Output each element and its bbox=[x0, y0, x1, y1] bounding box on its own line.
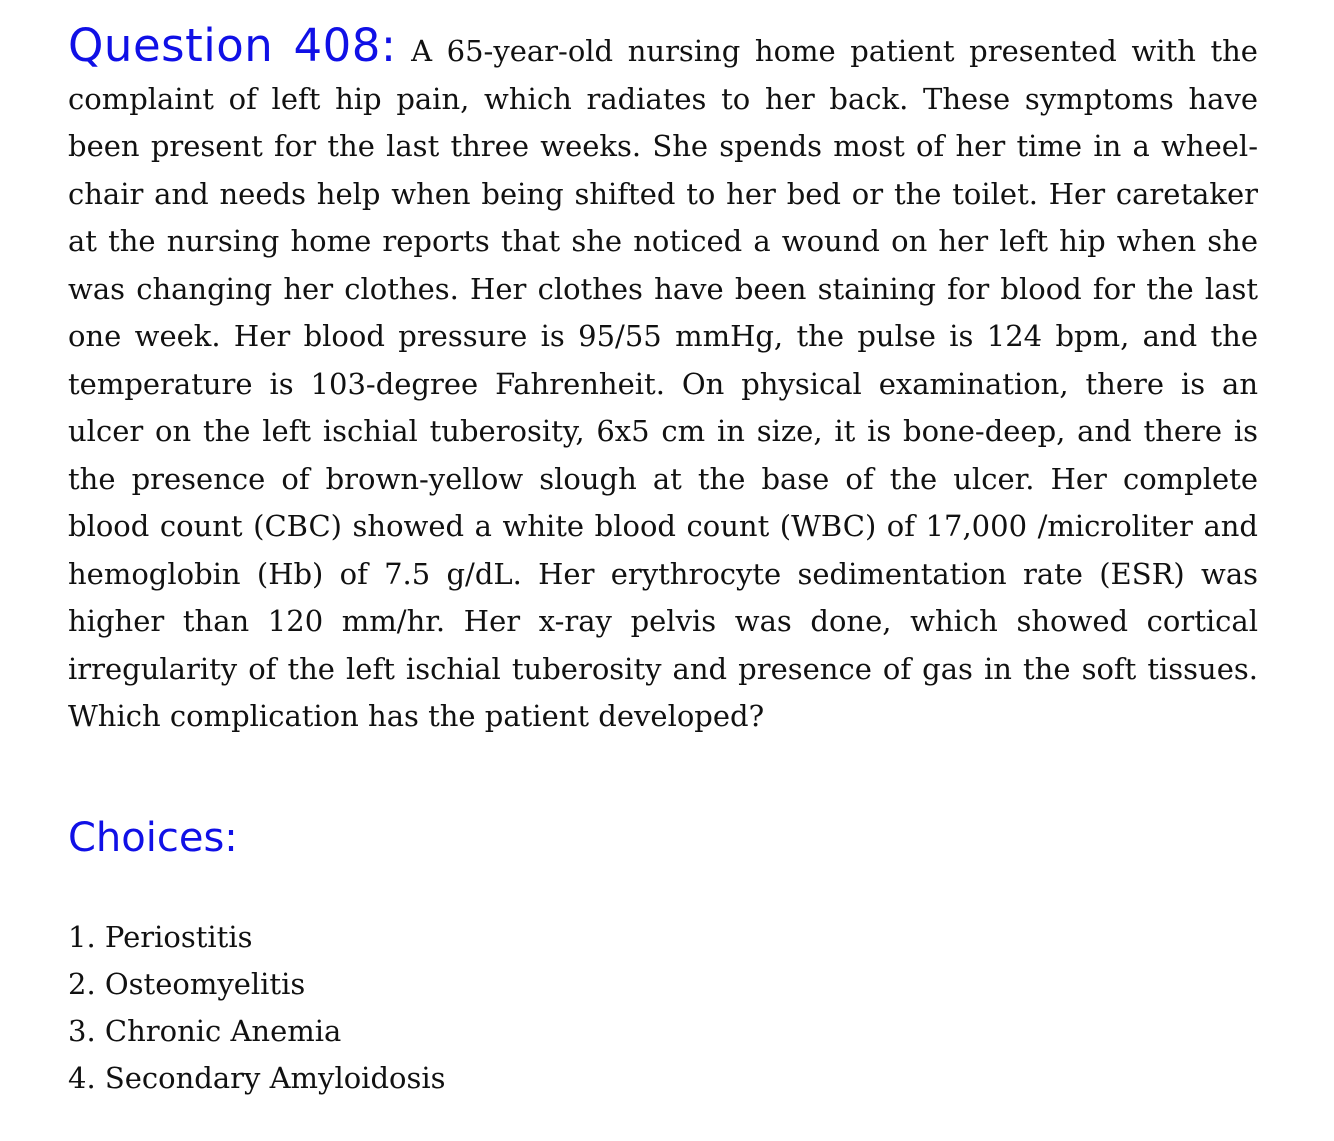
choices-heading: Choices: bbox=[68, 814, 238, 861]
choice-item: 3. Chronic Anemia bbox=[68, 1013, 342, 1048]
question-label: Question 408: bbox=[68, 19, 397, 72]
question-page bbox=[68, 19, 1258, 1102]
choice-item: 1. Periostitis bbox=[68, 919, 253, 954]
question-block bbox=[68, 19, 1258, 741]
question-text: A 65-year-old nursing home patient presented with the complaint of left hip pain, which radiates to her back. These symptoms have been present for the last three weeks. She spends most of her time in a wheelchair and needs help when being shifted to her bed or the toilet. Her caretaker at the nursing home reports that she noticed a wound on her left hip when she was changing her clothes. Her clothes have been staining for blood for the last one week. Her blood pressure is 95/55 mmHg, the pulse is 124 bpm, and the temperature is 103-degree Fahrenheit. On physical examination, there is an ulcer on the left ischial tuberosity, 6x5 cm in size, it is bone-deep, and there is the presence of brown-yellow slough at the base of the ulcer. Her complete blood count (CBC) showed a white blood count (WBC) of 17,000 /microliter and hemoglobin (Hb) of 7.5 g/dL. Her erythrocyte sedimentation rate (ESR) was higher than 120 mm/hr. Her x-ray pelvis was done, which showed cortical irregularity of the left ischial tuberosity and presence of gas in the soft tissues. Which complication has the patient developed? bbox=[68, 34, 1258, 733]
choice-item: 4. Secondary Amyloidosis bbox=[68, 1060, 446, 1095]
choice-list bbox=[68, 914, 1258, 1102]
choice-item: 2. Osteomyelitis bbox=[68, 966, 306, 1001]
